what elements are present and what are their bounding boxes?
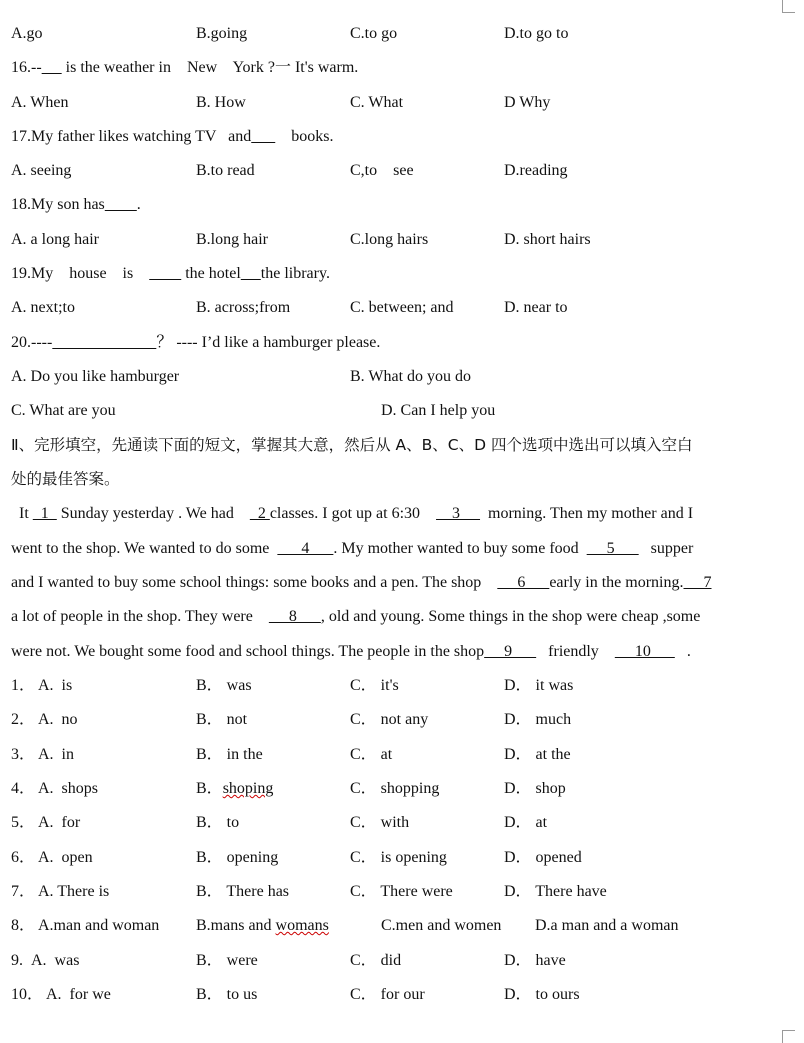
option-d: D.a man and a woman xyxy=(535,917,679,934)
section-2-instructions-cont: 处的最佳答案。 xyxy=(11,470,120,488)
passage-text: a lot of people in the shop. They were xyxy=(11,608,269,625)
cloze-number: 1． xyxy=(11,677,36,694)
cloze-number: 2． xyxy=(11,711,36,728)
passage-line-2 xyxy=(11,539,788,559)
option-c: C． not any xyxy=(350,711,429,728)
option-a: A. When xyxy=(11,94,69,111)
question-text: 20.---- xyxy=(11,334,53,351)
option-c: C． shopping xyxy=(350,780,440,797)
passage-line-1 xyxy=(11,504,788,524)
option-a: A. There is xyxy=(38,883,110,900)
cloze-number: 7． xyxy=(11,883,36,900)
option-a: A. Do you like hamburger xyxy=(11,368,180,385)
option-b: B． to xyxy=(196,814,240,831)
cloze-number: 8． xyxy=(11,917,36,934)
section-2-instructions: Ⅱ、完形填空，先通读下面的短文，掌握其大意，然后从 A、B、C、D 四个选项中选出可以填入空白 xyxy=(11,436,693,454)
option-a: A. in xyxy=(38,746,74,763)
option-c: C． it's xyxy=(350,677,399,694)
question-text: 18.My son has xyxy=(11,196,105,213)
option-b xyxy=(196,779,273,799)
option-d: D. short hairs xyxy=(504,231,591,248)
option-a: A. no xyxy=(38,711,78,728)
blank-6: 6 xyxy=(497,574,550,591)
question-20 xyxy=(11,333,380,353)
option-b: B． not xyxy=(196,711,248,728)
option-d: D． at the xyxy=(504,746,571,763)
option-c: C.to go xyxy=(350,25,398,42)
option-a: A. was xyxy=(31,952,80,969)
cloze-number: 4． xyxy=(11,780,36,797)
option-d: D． to ours xyxy=(504,986,580,1003)
blank-5: 5 xyxy=(586,540,639,557)
option-b: B． was xyxy=(196,677,252,694)
option-b: B． were xyxy=(196,952,258,969)
option-b: B. What do you do xyxy=(350,368,472,385)
option-d: D． it was xyxy=(504,677,574,694)
passage-text: Sunday yesterday . We had xyxy=(56,505,250,522)
option-d: D． have xyxy=(504,952,566,969)
answer-blank xyxy=(241,265,261,282)
question-text: is the weather in New York ?一 It's warm. xyxy=(61,59,359,76)
option-b-prefix: B.mans and xyxy=(196,917,276,934)
misspelled-word: shoping xyxy=(222,780,274,797)
question-18 xyxy=(11,195,141,215)
option-c: C.men and women xyxy=(381,917,502,934)
blank-9: 9 xyxy=(484,643,537,660)
option-a: A. shops xyxy=(38,780,99,797)
option-c: C． is opening xyxy=(350,849,447,866)
option-a: A. for xyxy=(38,814,81,831)
option-c: C.long hairs xyxy=(350,231,429,248)
passage-text: , old and young. Some things in the shop were cheap ,some xyxy=(320,608,701,625)
option-d: D. Can I help you xyxy=(381,402,496,419)
option-c: C． did xyxy=(350,952,402,969)
option-b: B.going xyxy=(196,25,248,42)
option-c: C． for our xyxy=(350,986,425,1003)
question-text: ？ ---- I’d like a hamburger please. xyxy=(156,334,381,351)
answer-blank xyxy=(149,265,181,282)
passage-text: were not. We bought some food and school things. The people in the shop xyxy=(11,643,485,660)
option-b: B. How xyxy=(196,94,246,111)
passage-text: morning. Then my mother and I xyxy=(480,505,694,522)
question-text: 19.My house is xyxy=(11,265,150,282)
option-c: C． at xyxy=(350,746,393,763)
option-b: B． There has xyxy=(196,883,290,900)
question-19 xyxy=(11,264,330,284)
blank-2: 2 xyxy=(249,505,270,522)
option-d: D． opened xyxy=(504,849,582,866)
passage-text: classes. I got up at 6:30 xyxy=(269,505,437,522)
option-d: D． at xyxy=(504,814,548,831)
passage-line-4 xyxy=(11,607,788,627)
option-d: D.reading xyxy=(504,162,568,179)
option-a: A. is xyxy=(38,677,73,694)
cloze-number: 3． xyxy=(11,746,36,763)
blank-8: 8 xyxy=(268,608,321,625)
option-d: D． much xyxy=(504,711,572,728)
cloze-number: 9. xyxy=(11,952,27,969)
option-b: B. across;from xyxy=(196,299,291,316)
option-a: A.man and woman xyxy=(38,917,160,934)
crop-mark-top-right xyxy=(782,0,795,13)
answer-blank xyxy=(105,196,137,213)
question-text: the library. xyxy=(260,265,330,282)
blank-1: 1 xyxy=(32,505,57,522)
option-a: A. next;to xyxy=(11,299,75,316)
option-d: D.to go to xyxy=(504,25,569,42)
option-c: C. between; and xyxy=(350,299,454,316)
answer-blank xyxy=(251,128,275,145)
question-text: 16.-- xyxy=(11,59,42,76)
blank-3: 3 xyxy=(436,505,481,522)
option-a: A. open xyxy=(38,849,93,866)
cloze-number: 6． xyxy=(11,849,36,866)
question-16 xyxy=(11,58,358,78)
option-b: B.long hair xyxy=(196,231,268,248)
option-c: C,to see xyxy=(350,162,414,179)
option-c: C. What xyxy=(350,94,404,111)
passage-text: . My mother wanted to buy some food xyxy=(333,540,587,557)
cloze-number: 5． xyxy=(11,814,36,831)
option-b-prefix: B． xyxy=(196,780,223,797)
blank-7: 7 xyxy=(683,574,712,591)
question-text: . xyxy=(136,196,141,213)
option-a: A. seeing xyxy=(11,162,72,179)
option-b: B.to read xyxy=(196,162,255,179)
passage-line-3 xyxy=(11,573,788,593)
option-c: C. What are you xyxy=(11,402,116,419)
option-d: D． shop xyxy=(504,780,566,797)
answer-blank xyxy=(52,334,156,351)
cloze-number: 10． xyxy=(11,986,44,1003)
question-text: the hotel xyxy=(181,265,241,282)
option-d: D. near to xyxy=(504,299,568,316)
misspelled-word: womans xyxy=(275,917,329,934)
option-c: C． with xyxy=(350,814,410,831)
option-b: B． to us xyxy=(196,986,258,1003)
passage-text: went to the shop. We wanted to do some xyxy=(11,540,278,557)
passage-text: . xyxy=(674,643,691,660)
option-b xyxy=(196,916,329,936)
passage-text: friendly xyxy=(536,643,615,660)
crop-mark-bottom-right xyxy=(782,1030,795,1043)
question-text: books. xyxy=(275,128,334,145)
option-c: C． There were xyxy=(350,883,453,900)
passage-text: and I wanted to buy some school things: some books and a pen. The shop xyxy=(11,574,498,591)
option-d: D Why xyxy=(504,94,551,111)
blank-4: 4 xyxy=(277,540,334,557)
passage-text: supper xyxy=(638,540,694,557)
passage-text: It xyxy=(11,505,33,522)
option-a: A.go xyxy=(11,25,43,42)
passage-text: early in the morning. xyxy=(549,574,684,591)
question-text: 17.My father likes watching TV and xyxy=(11,128,252,145)
passage-line-5 xyxy=(11,642,788,662)
question-17 xyxy=(11,127,333,147)
blank-10: 10 xyxy=(614,643,675,660)
option-b: B． opening xyxy=(196,849,279,866)
option-a: A. for we xyxy=(46,986,111,1003)
option-a: A. a long hair xyxy=(11,231,99,248)
option-d: D． There have xyxy=(504,883,607,900)
answer-blank xyxy=(42,59,62,76)
option-b: B． in the xyxy=(196,746,263,763)
